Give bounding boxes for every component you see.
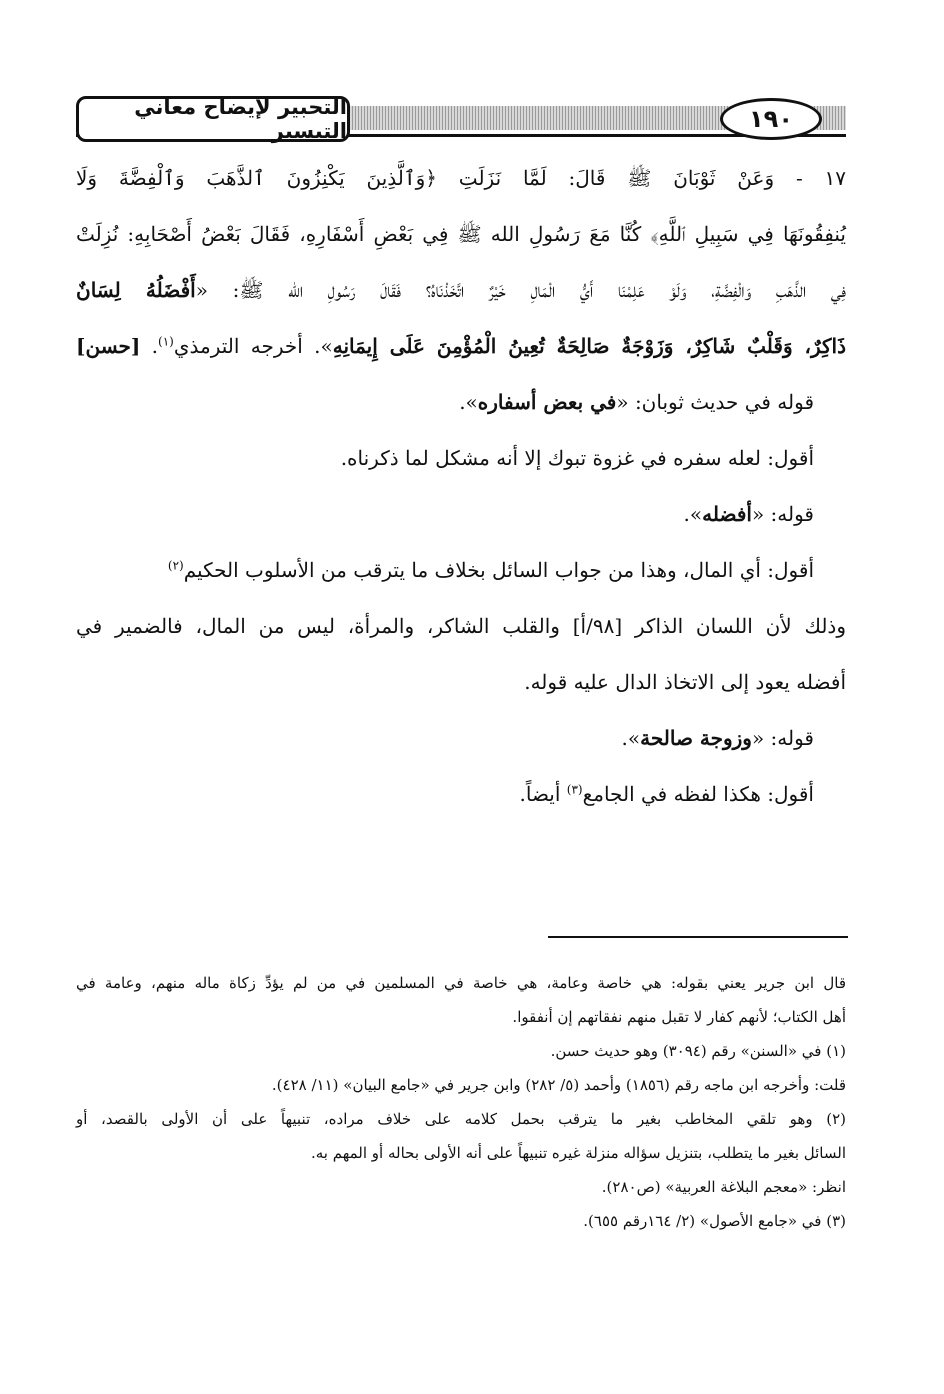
footnote-line: قلت: وأخرجه ابن ماجه رقم (١٨٥٦) وأحمد (٥/ ٢٨٢) وابن جرير في «جامع البيان» (١١/ ٤٢٨). [271, 1076, 846, 1094]
paragraph-4: أقول: أي المال، وهذا من جواب السائل بخلاف ما يترقب من الأسلوب الحكيم$^{(٢)}$ [167, 558, 814, 582]
paragraph-1: قوله في حديث ثوبان: «في بعض أسفاره». [459, 390, 814, 414]
hadith-line-4: ذَاكِرٌ، وَقَلْبٌ شَاكِرٌ، وَزَوْجَةٌ صَالِحَةٌ تُعِينُ الْمُؤْمِنَ عَلَى إِيمَانِهِ». أخرجه الترمذي$^{(١)}$. [حسن] [76, 334, 846, 358]
footnote-line: (٣) في «جامع الأصول» (٢/ ١٦٤رقم ٦٥٥). [583, 1212, 846, 1230]
main-text [76, 150, 846, 822]
hadith-line-1: ١٧ - وَعَنْ ثَوْبَانَ ﷺ قَالَ: لَمَّا نَزَلَتِ ﴿وَٱلَّذِينَ يَكْنِزُونَ ٱلذَّهَبَ وَٱلْفِضَّةَ وَلَا [76, 166, 846, 190]
paragraph-2: أقول: لعله سفره في غزوة تبوك إلا أنه مشكل لما ذكرناه. [340, 446, 814, 470]
hadith-grade: [حسن] [76, 334, 141, 358]
paragraph-6: أفضله يعود إلى الاتخاذ الدال عليه قوله. [524, 670, 846, 694]
footnote-line: (١) في «السنن» رقم (٣٠٩٤) وهو حديث حسن. [550, 1042, 846, 1060]
footnote-ref-1: (١) [158, 334, 174, 349]
footnote-line: قال ابن جرير يعني بقوله: هي خاصة وعامة، هي خاصة في المسلمين في من لم يؤدِّ زكاة ماله منهم، وعامة في [76, 974, 846, 992]
paragraph-7: قوله: «وزوجة صالحة». [621, 726, 814, 750]
page-header [76, 96, 846, 146]
page-number: ١٩٠ [720, 98, 822, 140]
footnote-ref-2: (٢) [167, 558, 184, 573]
hadith-line-3: فِي الذَّهَبِ وَالْفِضَّةِ، وَلَوْ عَلِمْنَا أَيُّ الْمَالِ خَيْرٌ اتَّخَذْنَاهُ؟ فَقَالَ رَسُولِ الله ﷺ: «أَفْضَلُهُ لِسَانٌ [76, 278, 847, 302]
footnote-line: انظر: «معجم البلاغة العربية» (ص٢٨٠). [601, 1178, 846, 1196]
footnote-line: السائل بغير ما يتطلب، بتنزيل سؤاله منزلة غيره تنبيهاً على أنه الأولى بحاله أو المهم به. [310, 1144, 846, 1162]
paragraph-5: وذلك لأن اللسان الذاكر [٩٨/أ] والقلب الشاكر، والمرأة، ليس من المال، فالضمير في [76, 614, 846, 638]
footnote-ref-3: (٣) [566, 782, 583, 797]
footnote-line: أهل الكتاب؛ لأنهم كفار لا تقبل منهم نفقاتهم إن أنفقوا. [512, 1008, 846, 1026]
paragraph-8: أقول: هكذا لفظه في الجامع$^{(٣)}$ أيضاً. [519, 782, 814, 806]
hadith-line-2: يُنفِقُونَهَا فِي سَبِيلِ ٱللَّهِ﴾ كُنَّا مَعَ رَسُولِ الله ﷺ فِي بَعْضِ أَسْفَارِهِ، فَقَالَ بَعْضُ أَصْحَابِهِ: نُزِلَتْ [76, 222, 846, 246]
running-title: التحبير لإيضاح معاني التيسير [76, 96, 350, 142]
footnote-separator [548, 936, 848, 938]
footnotes [76, 966, 846, 1238]
paragraph-3: قوله: «أفضله». [683, 502, 814, 526]
footnote-line: (٢) وهو تلقي المخاطب بغير ما يترقب بحمل كلامه على خلاف مراده، تنبيهاً على أن الأولى بالقصد، أو [76, 1110, 846, 1128]
